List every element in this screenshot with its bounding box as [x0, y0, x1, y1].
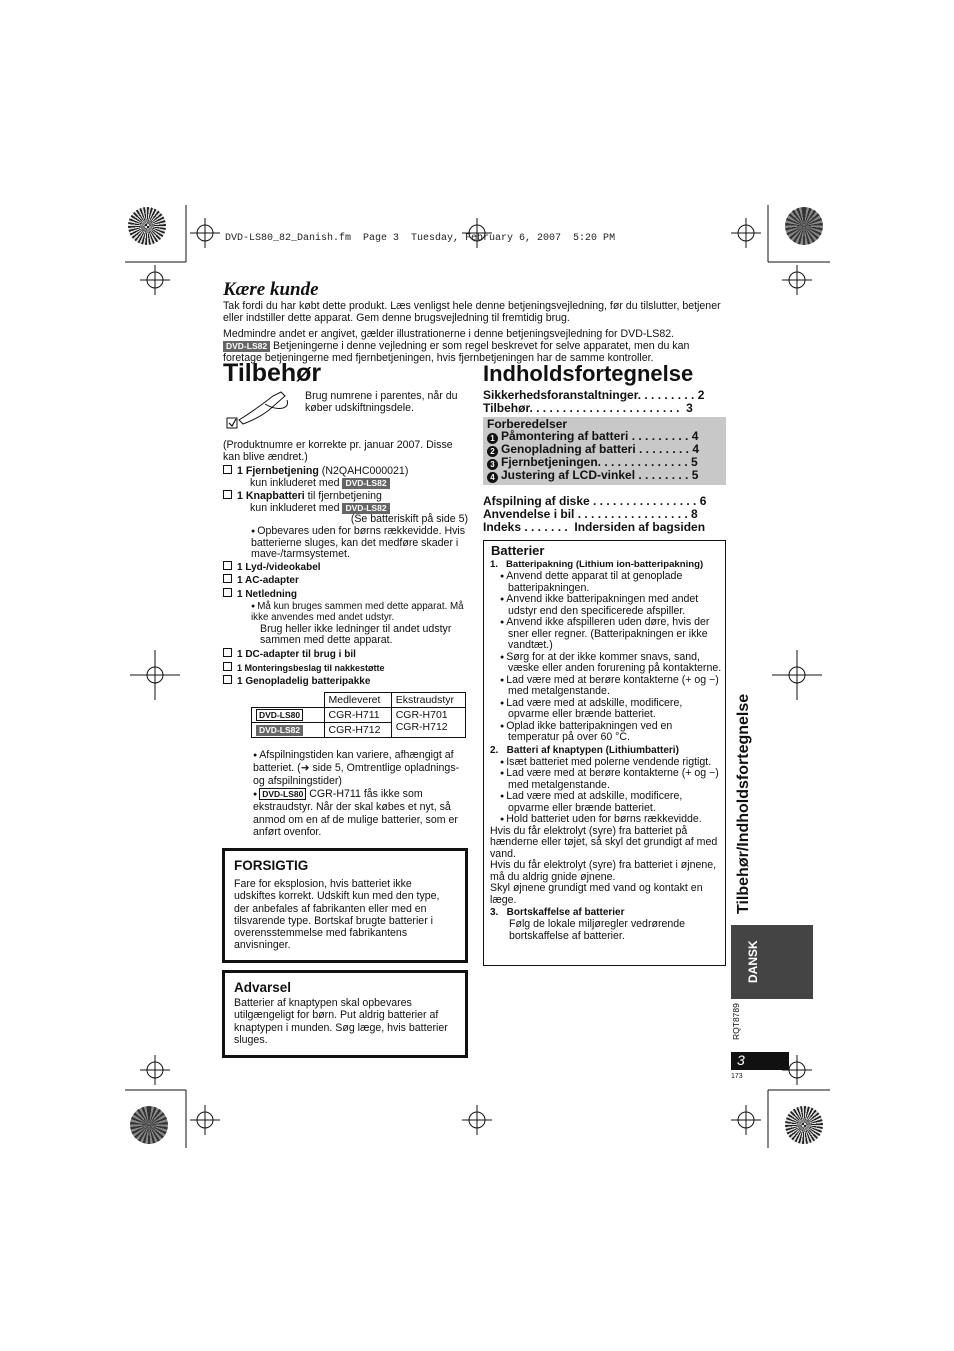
- page-number-bar: [731, 1052, 789, 1070]
- warning-text: Batterier af knaptypen skal opbevares utilgængeligt for børn. Put aldrig batterier af knaptypen i munden. Søg læge, hvis batterier sluges.: [234, 997, 448, 1046]
- table-header-supplied: Medleveret: [324, 693, 391, 708]
- list-item: ● Lad være med at berøre kontakterne (+ og −) med metalgenstande.: [490, 768, 722, 791]
- intro-section: [223, 280, 728, 364]
- accessories-product-note: (Produktnumre er korrekte pr. januar 2007. Disse kan blive ændret.): [223, 439, 453, 464]
- caution-text: Fare for eksplosion, hvis batteriet ikke udskiftes korrekt. Udskift kun med den type, der anbefales af fabrikanten eller med en tilsvarende type. Bortskaf brugte batterier i overensstemmelse med fabrikantens anvisninger.: [234, 878, 440, 952]
- table-cell: CGR-H711: [324, 708, 391, 723]
- file-header-line: DVD-LS80_82_Danish.fm Page 3 Tuesday, February 6, 2007 5:20 PM: [225, 233, 616, 244]
- accessory-item-remote-sub: [223, 478, 468, 490]
- list-item: ● Hold batteriet uden for børns rækkevidde.: [490, 814, 722, 826]
- list-item: ● Anvend ikke afspilleren uden døre, hvis der sner eller regner. (Batteripakningen er ikke vandtæt.): [490, 617, 722, 652]
- accessories-note: Brug numrene i parentes, når du køber udskiftningsdele.: [305, 390, 458, 415]
- intro-title: Kære kunde: [223, 279, 319, 300]
- playback-time-note: ● Afspilningstiden kan variere, afhængigt af batteriet. (➜ side 5, Omtrentlige opladnings- og afspilningstider): [253, 749, 465, 787]
- toc-title: Indholdsfortegnelse: [483, 361, 694, 386]
- accessory-item-av-cable: [223, 561, 468, 574]
- step-number-icon: 1: [487, 433, 498, 444]
- toc-preparations-block: [483, 417, 726, 485]
- ls80-battery-note: [253, 788, 465, 839]
- checkbox-icon: [223, 648, 232, 657]
- item-qty: 1: [237, 465, 243, 477]
- accessory-item-ac-adapter: [223, 574, 468, 587]
- model-badge: DVD-LS82: [223, 341, 270, 352]
- toc-row-index[interactable]: Indeks . . . . . . . Indersiden af bagsiden: [483, 520, 706, 535]
- table-cell-optional: [391, 708, 465, 738]
- accessories-list: [223, 465, 468, 688]
- toc-row-safety[interactable]: Sikkerhedsforanstaltninger. . . . . . . . . 2: [483, 388, 705, 402]
- step-number-icon: 3: [487, 459, 498, 470]
- table-header-optional: Ekstraudstyr: [391, 693, 465, 708]
- table-cell-model: [252, 708, 325, 723]
- item-qty: 1: [237, 490, 243, 503]
- note-text: CGR-H711 fås ikke som ekstraudstyr. Når der skal købes et nyt, så anmod om en af de mulige batterier, som er anført ovenfor.: [253, 788, 458, 839]
- item-name: Knapbatteri: [245, 490, 305, 503]
- accessories-title: Tilbehør: [223, 359, 322, 387]
- batteries-box: [483, 540, 726, 966]
- list-item: ● Sørg for at der ikke kommer snavs, sand, væske eller anden forurening på kontakterne.: [490, 652, 722, 675]
- list-item: ● Lad være med at berøre kontakterne (+ og −) med metalgenstande.: [490, 675, 722, 698]
- model-badge: DVD-LS80: [259, 788, 306, 800]
- item-sub-text: kun inkluderet med: [250, 476, 343, 489]
- model-badge: DVD-LS80: [256, 709, 303, 721]
- table-cell-text: CGR-H712: [395, 721, 448, 733]
- intro-paragraph-3-text: Betjeningerne i denne vejledning er som regel beskrevet for selve apparatet, men du kan foretage betjeningerne med fjernbetjeningen, hvis fjernbetjeningen har de samme kontroller.: [223, 339, 690, 365]
- toc-row-accessories[interactable]: Tilbehør. . . . . . . . . . . . . . . . . . . . . . . 3: [483, 401, 693, 416]
- model-badge: DVD-LS82: [342, 478, 389, 489]
- warning-box: [222, 970, 468, 1058]
- list-item: ● Anvend ikke batteripakningen med andet udstyr end den specificerede afspiller.: [490, 594, 722, 617]
- battery-table: [251, 692, 466, 738]
- item-text: 1 Lyd-/videokabel: [237, 561, 321, 573]
- step-number-icon: 4: [487, 472, 498, 483]
- table-cell-text: CGR-H701: [395, 709, 448, 721]
- item-sub-text: kun inkluderet med: [250, 501, 343, 514]
- toc-row-text: Fjernbetjeningen. . . . . . . . . . . . . . 5: [501, 455, 698, 469]
- batteries-section-1-list: [490, 571, 722, 744]
- checkbox-icon: [223, 588, 232, 597]
- checkbox-icon: [223, 490, 232, 499]
- checkbox-icon: [223, 465, 232, 474]
- toc-list: [483, 389, 721, 415]
- toc-row-car[interactable]: Anvendelse i bil . . . . . . . . . . . . . . . . . 8: [483, 507, 698, 522]
- list-item: ● Isæt batteriet med polerne vendende rigtigt.: [490, 757, 722, 769]
- toc-list-2: [483, 495, 726, 535]
- list-item: ● Lad være med at adskille, modificere, opvarme eller brænde batteriet.: [490, 791, 722, 814]
- checkbox-icon: [223, 574, 232, 583]
- list-item: ● Lad være med at adskille, modificere, opvarme eller brænde batteriet.: [490, 698, 722, 721]
- toc-row-playback[interactable]: Afspilning af diske . . . . . . . . . . . . . . . . 6: [483, 494, 707, 508]
- caution-box: [222, 848, 468, 963]
- item-text: 1 Netledning: [237, 588, 298, 600]
- intro-paragraph-2: Medmindre andet er angivet, gælder illustrationerne i denne betjeningsvejledning for DVD-LS82.: [223, 327, 675, 340]
- table-cell-empty: [252, 693, 325, 708]
- step-number-icon: 2: [487, 446, 498, 457]
- accessory-item-power-cord: [223, 588, 468, 601]
- accessory-item-battery-pack: [223, 675, 468, 688]
- rqt-code: RQT8789: [731, 1003, 741, 1040]
- toc-row-text: Påmontering af batteri . . . . . . . . . 4: [501, 429, 699, 443]
- item-code: (N2QAHC000021): [318, 465, 409, 477]
- model-badge: DVD-LS82: [256, 725, 303, 736]
- table-cell: CGR-H712: [324, 723, 391, 738]
- accessory-cord-note-2: Brug heller ikke ledninger til andet udstyr sammen med dette apparat.: [260, 622, 452, 647]
- batteries-title: Batterier: [491, 543, 545, 558]
- accessory-item-battery-ref: (Se batteriskift på side 5): [350, 513, 468, 526]
- batteries-section-3: 3. Bortskaffelse af batterier: [490, 907, 625, 918]
- caution-title: FORSIGTIG: [234, 858, 309, 873]
- list-item: ● Anvend dette apparat til at genoplade batteripakningen.: [490, 571, 722, 594]
- intro-paragraph-1: Tak fordi du har købt dette produkt. Læs venligst hele denne betjeningsvejledning, før du tilslutter, betjener eller indstiller dette apparat. Gem denne brugsvejledning til fremtidig brug.: [223, 300, 721, 325]
- table-cell-model: [252, 723, 325, 738]
- accessory-item-headrest-mount: [223, 662, 468, 675]
- checkbox-icon: [223, 662, 232, 671]
- item-text: til fjernbetjening: [304, 490, 382, 503]
- small-page-number: 173: [731, 1073, 743, 1080]
- table-row: [252, 708, 466, 723]
- batteries-electrolyte-text: Hvis du får elektrolyt (syre) fra batteriet på hænderne eller tøjet, så skyl det grundigt af med vand. Hvis du får elektrolyt (syre) fra batteriet i øjnene, må du aldrig gnide øjnene. Skyl øjnene grundigt med vand og kontakt en læge.: [490, 824, 718, 906]
- item-text: 1 DC-adapter til brug i bil: [237, 648, 356, 660]
- batteries-section-1: 1. Batteripakning (Lithium ion-batteripakning): [490, 559, 704, 570]
- batteries-section-2: 2. Batteri af knaptypen (Lithiumbatteri): [490, 744, 679, 756]
- accessory-battery-warning: ● Opbevares uden for børns rækkevidde. Hvis batterierne sluges, kan det medføre skader i mave-/tarmsystemet.: [223, 526, 468, 561]
- model-badge: DVD-LS82: [342, 503, 389, 514]
- item-text: 1 AC-adapter: [237, 575, 299, 587]
- checkbox-icon: [223, 561, 232, 570]
- list-item: ● Oplad ikke batteripakningen ved en temperatur på over 60 °C.: [490, 721, 722, 744]
- side-vertical-title: Tilbehør/Indholdsfortegnelse: [735, 693, 752, 914]
- accessory-item-dc-adapter: [223, 648, 468, 661]
- item-name: Fjernbetjening: [245, 465, 319, 477]
- language-tab-label: DANSK: [746, 940, 760, 983]
- batteries-disposal-text: Følg de lokale miljøregler vedrørende bortskaffelse af batterier.: [509, 918, 686, 942]
- page-number: 3: [737, 1052, 745, 1068]
- warning-title: Advarsel: [234, 980, 292, 995]
- checkbox-icon: [223, 675, 232, 684]
- toc-section-preparations: Forberedelser: [487, 417, 568, 431]
- pen-check-icon: [225, 390, 295, 432]
- table-header-row: [252, 693, 466, 708]
- batteries-section-2-list: [490, 757, 722, 826]
- item-text: 1 Genopladelig batteripakke: [237, 676, 371, 688]
- accessory-cord-note-1: ● Må kun bruges sammen med dette apparat. Må ikke anvendes med andet udstyr.: [223, 601, 468, 624]
- language-tab: [731, 925, 813, 999]
- toc-row-text: Genopladning af batteri . . . . . . . . 4: [501, 442, 700, 456]
- toc-row-lcd-angle[interactable]: [487, 469, 698, 483]
- toc-row-text: Justering af LCD-vinkel . . . . . . . . 5: [501, 468, 699, 482]
- item-text: 1 Monteringsbeslag til nakkestøtte: [237, 662, 385, 673]
